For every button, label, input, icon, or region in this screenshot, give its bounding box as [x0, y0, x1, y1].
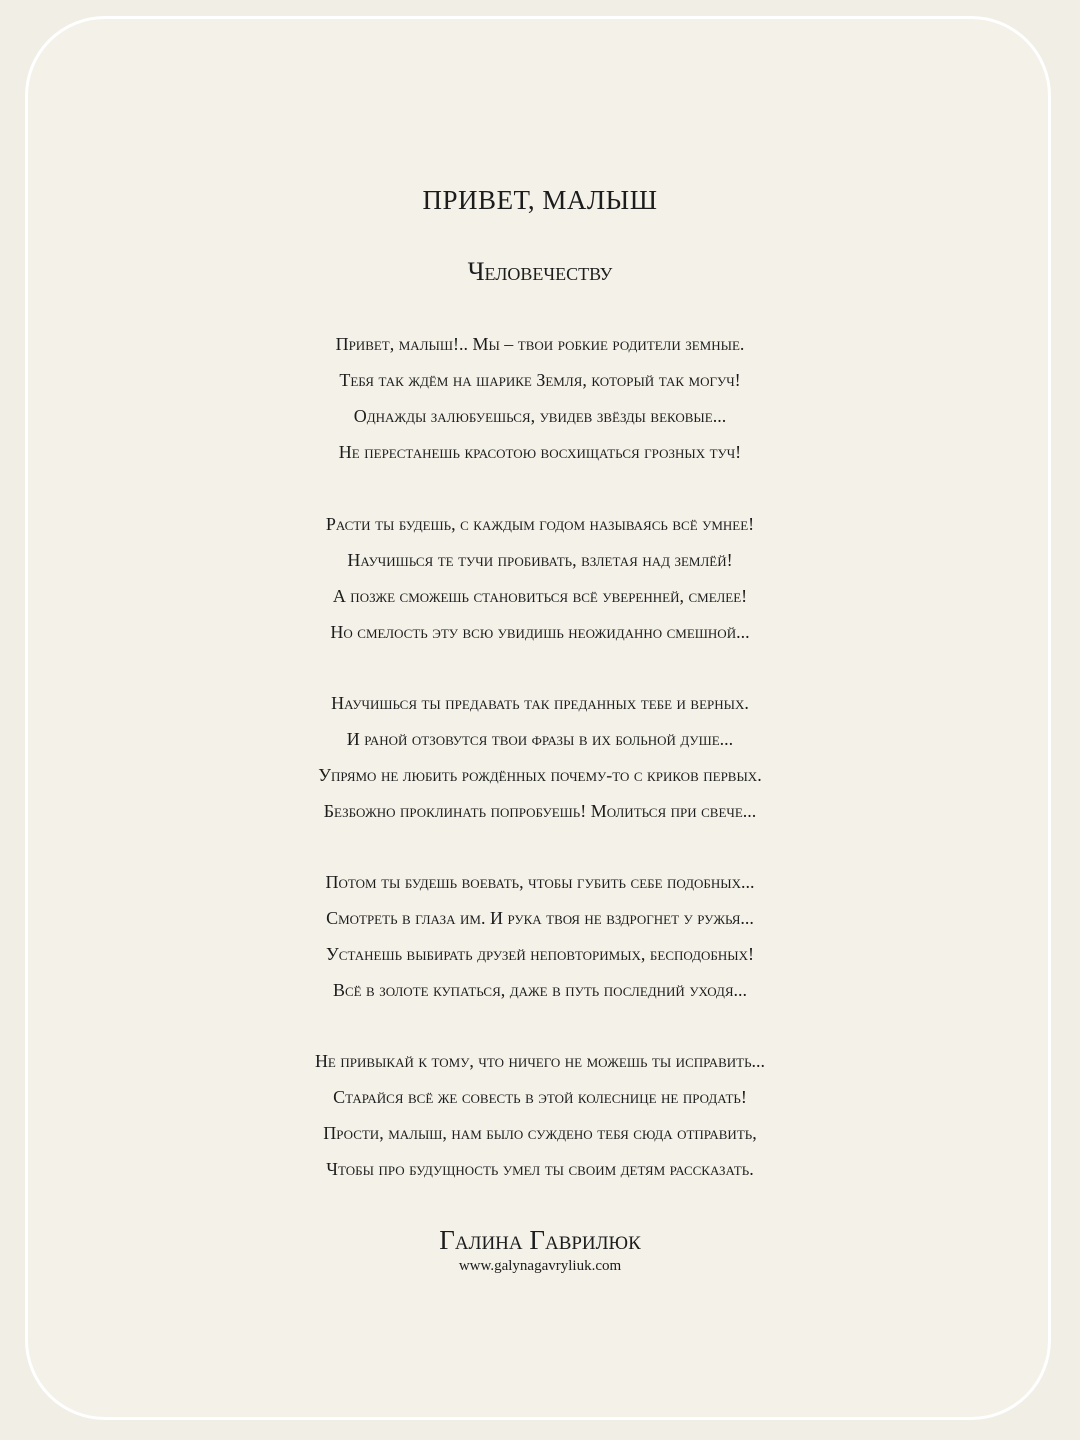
- poem-line: Потом ты будешь воевать, чтобы губить себе подобных...: [325, 872, 755, 892]
- poem-line: Тебя так ждём на шарике Земля, который так могуч!: [339, 370, 741, 390]
- poem-line: Безбожно проклинать попробуешь! Молиться при свече...: [323, 801, 757, 821]
- poem-line: Расти ты будешь, с каждым годом называясь всё умнее!: [325, 514, 755, 534]
- author-website: www.galynagavryliuk.com: [458, 1258, 622, 1274]
- poem-line: Прости, малыш, нам было суждено тебя сюда отправить,: [323, 1123, 757, 1143]
- poem-line: Однажды залюбуешься, увидев звёзды вековые...: [353, 406, 727, 426]
- poem-line: Чтобы про будущность умел ты своим детям рассказать.: [326, 1159, 754, 1179]
- poem-line: Не перестанешь красотою восхищаться грозных туч!: [338, 442, 742, 462]
- stanza-3: [0, 685, 1080, 829]
- stanza-5: [0, 1043, 1080, 1187]
- poem-line: Научишься те тучи пробивать, взлетая над землёй!: [347, 550, 733, 570]
- poem-line: Упрямо не любить рождённых почему-то с криков первых.: [318, 765, 762, 785]
- author-name: Галина Гаврилюк: [439, 1225, 641, 1255]
- poem-line: Не привыкай к тому, что ничего не можешь ты исправить...: [314, 1051, 766, 1071]
- stanza-1: [0, 326, 1080, 470]
- poem-line: А позже сможешь становиться всё уверенней, смелее!: [332, 586, 748, 606]
- poem-dedication: Человечеству: [467, 257, 613, 286]
- poem-line: Но смелость эту всю увидишь неожиданно смешной...: [330, 622, 750, 642]
- stanza-2: [0, 506, 1080, 650]
- poem-line: Всё в золоте купаться, даже в путь последний уходя...: [332, 980, 748, 1000]
- stanza-4: [0, 864, 1080, 1008]
- poem-line: Смотреть в глаза им. И рука твоя не вздрогнет у ружья...: [326, 908, 754, 928]
- poem-line: Научишься ты предавать так преданных тебе и верных.: [331, 693, 749, 713]
- poem-line: Привет, малыш!.. Мы – твои робкие родители земные.: [335, 334, 745, 354]
- poem-line: Старайся всё же совесть в этой колеснице не продать!: [333, 1087, 747, 1107]
- poem-title: ПРИВЕТ, МАЛЫШ: [422, 185, 658, 215]
- poem-line: И раной отзовутся твои фразы в их больной душе...: [346, 729, 734, 749]
- poem-line: Устанешь выбирать друзей неповторимых, бесподобных!: [326, 944, 754, 964]
